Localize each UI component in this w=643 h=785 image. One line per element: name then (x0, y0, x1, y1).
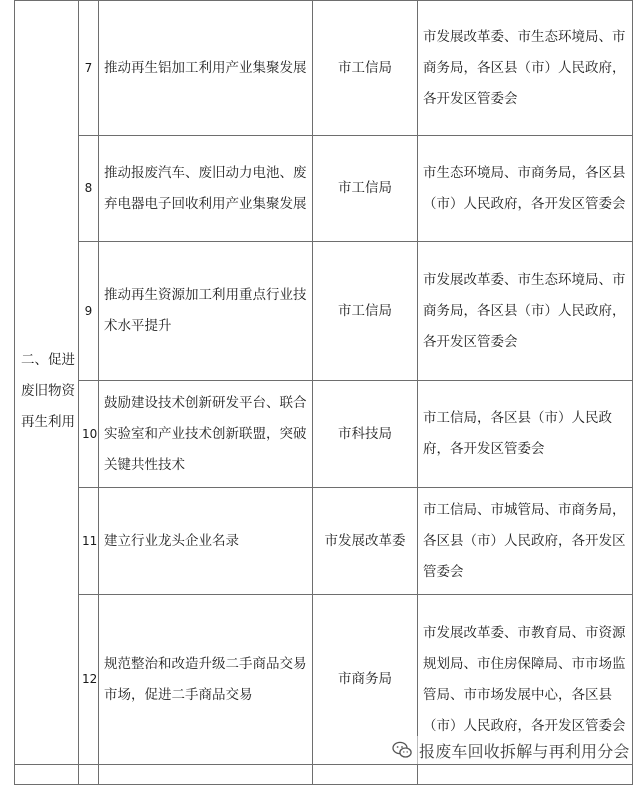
cooperating-units: 市工信局，各区县（市）人民政府，各开发区管委会 (418, 381, 633, 488)
row-number: 7 (79, 1, 99, 136)
task-text: 规范整治和改造升级二手商品交易市场，促进二手商品交易 (99, 595, 313, 765)
table-row (15, 765, 633, 785)
row-number: 12 (79, 595, 99, 765)
category-cell (15, 1, 79, 765)
lead-unit: 市发展改革委 (313, 488, 418, 595)
task-text: 鼓励建设技术创新研发平台、联合实验室和产业技术创新联盟，突破关键共性技术 (99, 381, 313, 488)
category-label: 二、促进废旧物资再生利用 (21, 352, 75, 430)
lead-unit: 市商务局 (313, 595, 418, 765)
cooperating-units: 市工信局、市城管局、市商务局，各区县（市）人民政府，各开发区管委会 (418, 488, 633, 595)
row-number: 8 (79, 136, 99, 242)
lead-unit: 市工信局 (313, 136, 418, 242)
table-row (15, 1, 633, 136)
lead-unit: 市科技局 (313, 381, 418, 488)
table-row (15, 136, 633, 242)
cooperating-units: 市发展改革委、市教育局、市资源规划局、市住房保障局、市市场监管局、市市场发展中心，各区县（市）人民政府，各开发区管委会 (418, 595, 633, 765)
task-text: 推动报废汽车、废旧动力电池、废弃电器电子回收利用产业集聚发展 (99, 136, 313, 242)
row-number: 11 (79, 488, 99, 595)
task-table (14, 0, 633, 785)
table-row (15, 242, 633, 381)
cooperating-units: 市发展改革委、市生态环境局、市商务局，各区县（市）人民政府，各开发区管委会 (418, 242, 633, 381)
watermark (392, 736, 630, 764)
table-row (15, 488, 633, 595)
cooperating-units: 市发展改革委、市生态环境局、市商务局，各区县（市）人民政府，各开发区管委会 (418, 1, 633, 136)
row-number: 9 (79, 242, 99, 381)
wechat-icon (392, 741, 412, 759)
lead-unit: 市工信局 (313, 1, 418, 136)
watermark-text: 报废车回收拆解与再利用分会 (419, 741, 630, 761)
lead-unit: 市工信局 (313, 242, 418, 381)
row-number: 10 (79, 381, 99, 488)
table-row (15, 381, 633, 488)
cooperating-units: 市生态环境局、市商务局，各区县（市）人民政府，各开发区管委会 (418, 136, 633, 242)
task-text: 推动再生资源加工利用重点行业技术水平提升 (99, 242, 313, 381)
task-text: 推动再生铝加工利用产业集聚发展 (99, 1, 313, 136)
task-text: 建立行业龙头企业名录 (99, 488, 313, 595)
